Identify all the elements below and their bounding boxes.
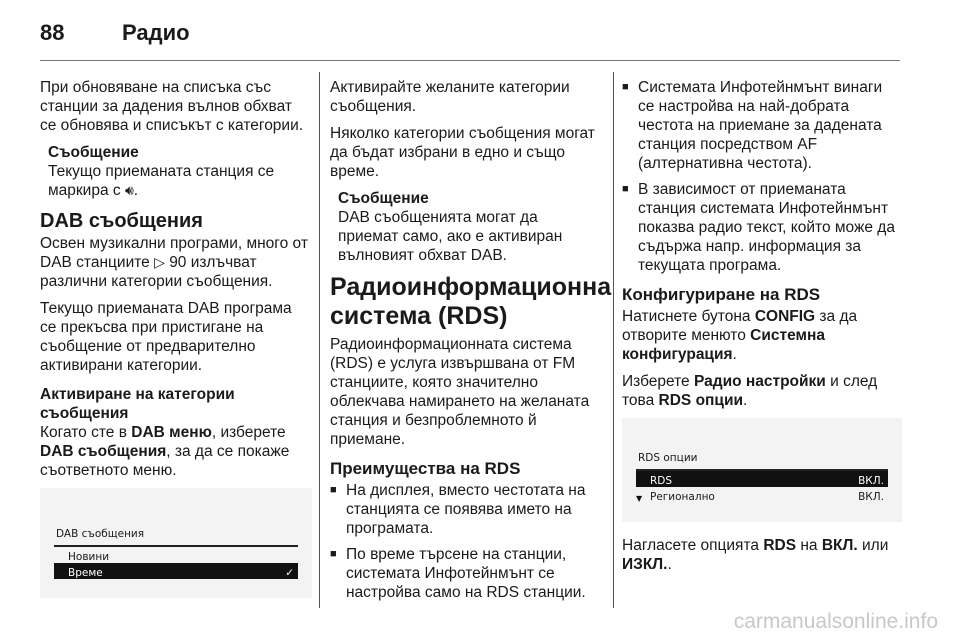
note-title: Съобщение bbox=[48, 144, 139, 161]
page-number: 88 bbox=[40, 20, 65, 45]
page-title: Радио bbox=[122, 20, 190, 45]
note-title: Съобщение bbox=[338, 190, 429, 207]
list-item: ■ По време търсене на станции, системата Инфотейнмънт се настройва само на RDS станции. bbox=[330, 545, 602, 602]
list-item: ■ Системата Инфотейнмънт винаги се настройва на най-добрата честота на приемане за дадената станция посредством AF (алтернативна честота). bbox=[622, 78, 902, 173]
paragraph-part: . bbox=[732, 346, 737, 363]
paragraph-part: или bbox=[862, 537, 889, 554]
menu-item-name: RDS опции bbox=[658, 392, 743, 409]
section-heading-config: Конфигуриране на RDS bbox=[622, 285, 821, 304]
screen-row bbox=[636, 487, 888, 503]
list-item: ■ В зависимост от приеманата станция системата Инфотейнмънт показва радио текст, който може да съдържа напр. информация за текущата програма. bbox=[622, 180, 902, 275]
section-heading-dab: DAB съобщения bbox=[40, 210, 203, 232]
section-heading-rds: Радиоинформационна система (RDS) bbox=[330, 273, 612, 330]
screen-row-label: Новини bbox=[68, 551, 110, 563]
paragraph: Няколко категории съобщения могат да бъдат избрани в едно и също време. bbox=[330, 125, 595, 180]
menu-item-name: DAB съобщения bbox=[40, 443, 167, 460]
paragraph-end: излъчват различни категории съобщения. bbox=[40, 254, 273, 290]
screen-row-label: Регионално bbox=[650, 491, 715, 503]
note-text-end: . bbox=[133, 182, 139, 199]
check-icon: ✓ bbox=[285, 567, 294, 579]
screen-row-label: RDS bbox=[650, 475, 673, 487]
triangle-right-icon: ▷ bbox=[154, 254, 165, 270]
column-1 bbox=[40, 78, 312, 598]
scroll-down-icon: ▼ bbox=[636, 494, 643, 503]
note bbox=[338, 189, 602, 265]
paragraph-part: , изберете bbox=[211, 424, 286, 441]
paragraph-part: , за да се покаже съответното меню. bbox=[40, 443, 290, 479]
paragraph-part: и след това bbox=[622, 373, 878, 409]
paragraph: Изберете bbox=[622, 373, 690, 390]
scroll-down-icon: ▼ bbox=[54, 570, 61, 579]
paragraph: Натиснете бутона bbox=[622, 308, 751, 325]
paragraph-part: за да отворите менюто bbox=[622, 308, 858, 344]
button-name: CONFIG bbox=[754, 308, 816, 325]
paragraph: Текущо приеманата DAB програма се прекъсва при пристигане на съобщение от предварително активирани категории. bbox=[40, 300, 292, 374]
screen-row-selected bbox=[54, 563, 298, 579]
paragraph-part: . bbox=[743, 392, 748, 409]
screen-row-value: ВКЛ. bbox=[858, 491, 884, 503]
screen-title: RDS опции bbox=[636, 448, 888, 471]
menu-item-name: Радио настройки bbox=[693, 373, 826, 390]
bullet-list bbox=[622, 78, 902, 275]
header-divider bbox=[40, 60, 900, 61]
column-3 bbox=[622, 78, 902, 582]
speaker-icon: 🔊︎ bbox=[124, 182, 134, 198]
rds-options-screenshot bbox=[622, 418, 902, 522]
list-item: ■ На дисплея, вместо честотата на станцията се появява името на програмата. bbox=[330, 481, 602, 538]
paragraph: Нагласете опцията bbox=[622, 537, 759, 554]
paragraph-part: на bbox=[800, 537, 818, 554]
paragraph: Активирайте желаните категории съобщения. bbox=[330, 79, 570, 115]
column-divider bbox=[613, 72, 614, 608]
screen-row-selected bbox=[636, 471, 888, 487]
column-divider bbox=[319, 72, 320, 608]
option-name: RDS bbox=[763, 537, 797, 554]
menu-name: DAB меню bbox=[131, 424, 212, 441]
screen-title: DAB съобщения bbox=[54, 524, 298, 547]
menu-name: Системна конфигурация bbox=[622, 327, 825, 363]
paragraph: Радиоинформационната система (RDS) е услуга извършвана от FM станциите, която значително облекчава намирането на желаната станция и безпроблемното й приемане. bbox=[330, 336, 590, 448]
page-header bbox=[40, 14, 900, 54]
paragraph: Когато сте в bbox=[40, 424, 127, 441]
screen-row bbox=[54, 547, 298, 563]
note bbox=[48, 143, 312, 200]
note-text: Текущо приеманата станция се маркира с bbox=[48, 163, 275, 199]
paragraph: Освен музикални програми, много от DAB станциите bbox=[40, 235, 308, 271]
section-heading-advantages: Преимущества на RDS bbox=[330, 459, 521, 478]
option-value: ИЗКЛ. bbox=[622, 556, 668, 573]
page-reference[interactable]: 90 bbox=[169, 254, 187, 271]
option-value: ВКЛ. bbox=[821, 537, 858, 554]
dab-messages-screenshot bbox=[40, 488, 312, 598]
note-text: DAB съобщенията могат да приемат само, ако е активиран вълновият обхват DAB. bbox=[338, 209, 563, 264]
screen-row-value: ВКЛ. bbox=[858, 475, 884, 487]
screen-row-label: Време bbox=[68, 567, 103, 579]
column-2 bbox=[330, 78, 612, 609]
paragraph: При обновяване на списъка със станции за дадения вълнов обхват се обновява и списъкът с категории. bbox=[40, 79, 304, 134]
watermark: carmanualsonline.info bbox=[733, 610, 938, 633]
bullet-list bbox=[330, 481, 602, 602]
subsection-heading: Активиране на категории съобщения bbox=[40, 386, 235, 422]
paragraph-part: . bbox=[667, 556, 672, 573]
